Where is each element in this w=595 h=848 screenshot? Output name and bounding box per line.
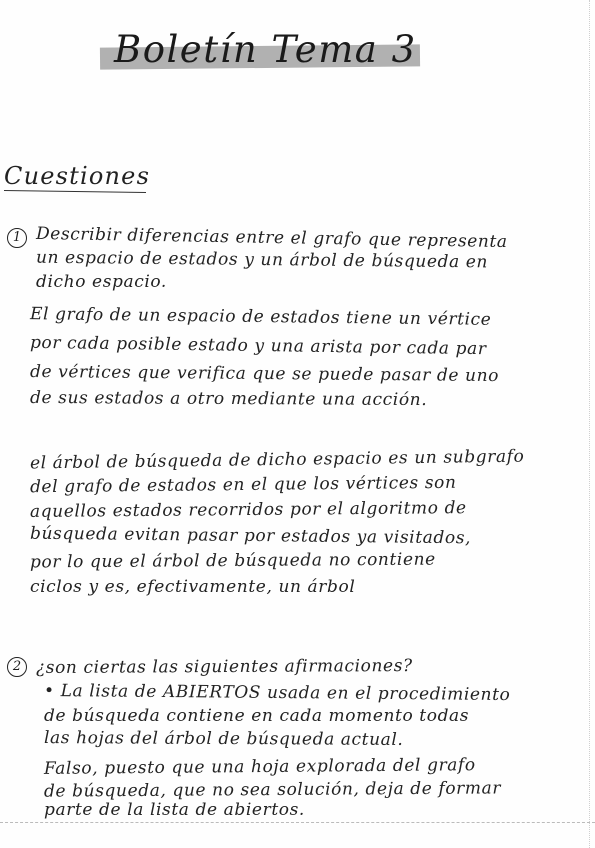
page-right-edge — [589, 0, 590, 848]
answer-1a-line-1: El grafo de un espacio de estados tiene un vértice — [29, 304, 492, 330]
answer-1b-line-6: ciclos y es, efectivamente, un árbol — [30, 577, 356, 597]
question-2-line-1: ¿son ciertas las siguientes afirmaciones? — [35, 656, 413, 678]
answer-1b-line-4: búsqueda evitan pasar por estados ya visitados, — [29, 523, 472, 549]
page-bottom-edge — [0, 822, 595, 823]
answer-1a-line-3: de vértices que verifica que se puede pasar de uno — [29, 361, 500, 387]
title-block — [100, 20, 420, 80]
section-heading: Cuestiones — [4, 162, 151, 190]
question-1-line-1: Describir diferencias entre el grafo que representa — [35, 223, 508, 253]
question-1-line-2: un espacio de estados y un árbol de búsqueda en — [35, 247, 489, 273]
answer-1b-line-1: el árbol de búsqueda de dicho espacio es un subgrafo — [29, 446, 525, 474]
question-1-line-3: dicho espacio. — [36, 272, 167, 292]
answer-1b-line-2: del grafo de estados en el que los vértices son — [29, 472, 457, 498]
question-number-1: 1 — [7, 228, 27, 248]
answer-1a-line-2: por cada posible estado y una arista por cada par — [29, 332, 487, 360]
page-title: Boletín Tema 3 — [114, 28, 417, 71]
answer-2-line-2: de búsqueda, que no sea solución, deja de formar — [43, 778, 502, 802]
statement-line-1: • La lista de ABIERTOS usada en el procedimiento — [43, 680, 511, 706]
answer-1a-line-4: de sus estados a otro mediante una acción. — [29, 387, 428, 411]
statement-line-3: las hojas del árbol de búsqueda actual. — [43, 728, 404, 750]
statement-line-2: de búsqueda contiene en cada momento todas — [44, 706, 470, 726]
answer-2-line-3: parte de la lista de abiertos. — [44, 800, 305, 820]
answer-1b-line-5: por lo que el árbol de búsqueda no contiene — [29, 549, 436, 573]
answer-2-line-1: Falso, puesto que una hoja explorada del grafo — [43, 755, 476, 779]
section-underline — [4, 190, 146, 193]
answer-1b-line-3: aquellos estados recorridos por el algoritmo de — [29, 498, 467, 522]
section-block — [4, 162, 154, 202]
question-number-2: 2 — [7, 657, 27, 677]
